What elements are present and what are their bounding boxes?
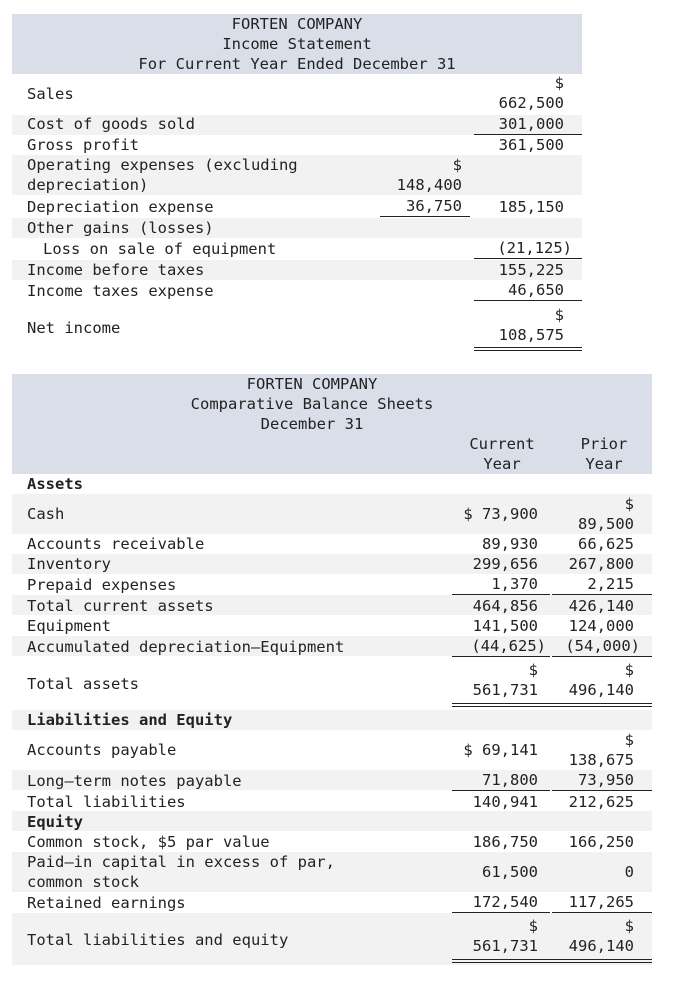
liabilities-equity-heading: Liabilities and Equity: [27, 711, 233, 729]
cash-prior-dollar: $: [624, 495, 634, 513]
total-assets-prior: 496,140: [568, 681, 634, 699]
accounts-payable-label: Accounts payable: [27, 741, 177, 759]
common-stock-label: Common stock, $5 par value: [27, 833, 270, 851]
depreciation-total: 185,150: [498, 198, 564, 216]
gross-profit-label: Gross profit: [27, 136, 139, 154]
net-income-value: 108,575: [498, 326, 564, 344]
paid-in-capital-label-line2: common stock: [27, 873, 139, 891]
depreciation-label: Depreciation expense: [27, 198, 214, 216]
sales-label: Sales: [27, 85, 74, 103]
common-stock-current: 186,750: [472, 833, 538, 851]
accounts-receivable-prior: 66,625: [578, 535, 634, 553]
net-income-dollar: $: [554, 306, 564, 324]
cash-label: Cash: [27, 505, 65, 523]
prepaid-expenses-prior: 2,215: [552, 574, 652, 595]
equipment-current: 141,500: [472, 617, 538, 635]
long-term-notes-current: 71,800: [452, 770, 550, 791]
total-current-assets-prior: 426,140: [568, 597, 634, 615]
paid-in-capital-prior: 0: [624, 863, 634, 881]
accumulated-depreciation-label: Accumulated depreciation—Equipment: [27, 638, 345, 656]
total-liabilities-equity-double-underline: [452, 959, 652, 963]
col-current-line2: Year: [483, 455, 521, 473]
income-before-taxes-label: Income before taxes: [27, 261, 205, 279]
retained-earnings-current: 172,540: [452, 892, 550, 913]
total-assets-double-underline: [452, 703, 652, 707]
sales-value: 662,500: [498, 94, 564, 112]
accounts-payable-current: $ 69,141: [463, 741, 538, 759]
balance-company-name: FORTEN COMPANY: [246, 375, 378, 393]
retained-earnings-prior: 117,265: [552, 892, 652, 913]
accounts-receivable-current: 89,930: [482, 535, 538, 553]
accounts-payable-prior-dollar: $: [624, 731, 634, 749]
total-liabilities-equity-current-dollar: $: [528, 917, 538, 935]
total-current-assets-label: Total current assets: [27, 597, 214, 615]
retained-earnings-label: Retained earnings: [27, 894, 186, 912]
inventory-current: 299,656: [472, 555, 538, 573]
paid-in-capital-current: 61,500: [482, 863, 538, 881]
income-taxes-label: Income taxes expense: [27, 282, 214, 300]
accumulated-depreciation-current: (44,625): [452, 636, 550, 657]
total-liabilities-equity-label: Total liabilities and equity: [27, 931, 289, 949]
total-liabilities-equity-prior-dollar: $: [624, 917, 634, 935]
total-liabilities-equity-prior: 496,140: [568, 937, 634, 955]
cash-prior: 89,500: [578, 515, 634, 533]
sales-dollar: $: [554, 74, 564, 92]
accounts-payable-prior: 138,675: [568, 751, 634, 769]
cogs-label: Cost of goods sold: [27, 115, 195, 133]
balance-sheet-date: December 31: [260, 415, 364, 433]
gross-profit-value: 361,500: [498, 136, 564, 154]
accumulated-depreciation-prior: (54,000): [552, 636, 652, 657]
opex-label-line2: depreciation): [27, 176, 149, 194]
income-taxes-value: 46,650: [474, 280, 582, 301]
total-assets-current: 561,731: [472, 681, 538, 699]
common-stock-prior: 166,250: [568, 833, 634, 851]
net-income-double-underline: [474, 347, 582, 351]
balance-sheet-title: Comparative Balance Sheets: [190, 395, 434, 413]
total-assets-label: Total assets: [27, 675, 139, 693]
inventory-prior: 267,800: [568, 555, 634, 573]
equity-heading: Equity: [27, 813, 83, 831]
col-prior-line1: Prior: [580, 435, 628, 453]
income-company-name: FORTEN COMPANY: [231, 15, 363, 33]
income-statement-title: Income Statement: [222, 35, 372, 53]
other-gains-label: Other gains (losses): [27, 219, 214, 237]
opex-label-line1: Operating expenses (excluding: [27, 156, 298, 174]
long-term-notes-prior: 73,950: [552, 770, 652, 791]
total-assets-prior-dollar: $: [624, 661, 634, 679]
income-statement-period: For Current Year Ended December 31: [138, 55, 456, 73]
accounts-receivable-label: Accounts receivable: [27, 535, 205, 553]
income-before-taxes-value: 155,225: [498, 261, 564, 279]
total-liabilities-equity-current: 561,731: [472, 937, 538, 955]
equipment-prior: 124,000: [568, 617, 634, 635]
equipment-label: Equipment: [27, 617, 111, 635]
row-shade: [12, 811, 652, 831]
loss-on-sale-label: Loss on sale of equipment: [43, 240, 277, 258]
inventory-label: Inventory: [27, 555, 111, 573]
col-prior-line2: Year: [585, 455, 623, 473]
loss-on-sale-value: (21,125): [474, 238, 582, 259]
prepaid-expenses-label: Prepaid expenses: [27, 576, 177, 594]
total-current-assets-current: 464,856: [472, 597, 538, 615]
total-liabilities-current: 140,941: [472, 793, 538, 811]
long-term-notes-label: Long–term notes payable: [27, 772, 242, 790]
net-income-label: Net income: [27, 319, 121, 337]
total-assets-current-dollar: $: [528, 661, 538, 679]
total-liabilities-prior: 212,625: [568, 793, 634, 811]
cash-current: $ 73,900: [463, 505, 538, 523]
opex-value: 148,400: [396, 176, 462, 194]
paid-in-capital-label-line1: Paid–in capital in excess of par,: [27, 853, 335, 871]
opex-dollar: $: [452, 156, 462, 174]
assets-heading: Assets: [27, 475, 83, 493]
col-current-line1: Current: [469, 435, 535, 453]
cogs-value: 301,000: [474, 114, 582, 135]
prepaid-expenses-current: 1,370: [452, 574, 550, 595]
depreciation-value: 36,750: [380, 196, 470, 217]
total-liabilities-label: Total liabilities: [27, 793, 186, 811]
